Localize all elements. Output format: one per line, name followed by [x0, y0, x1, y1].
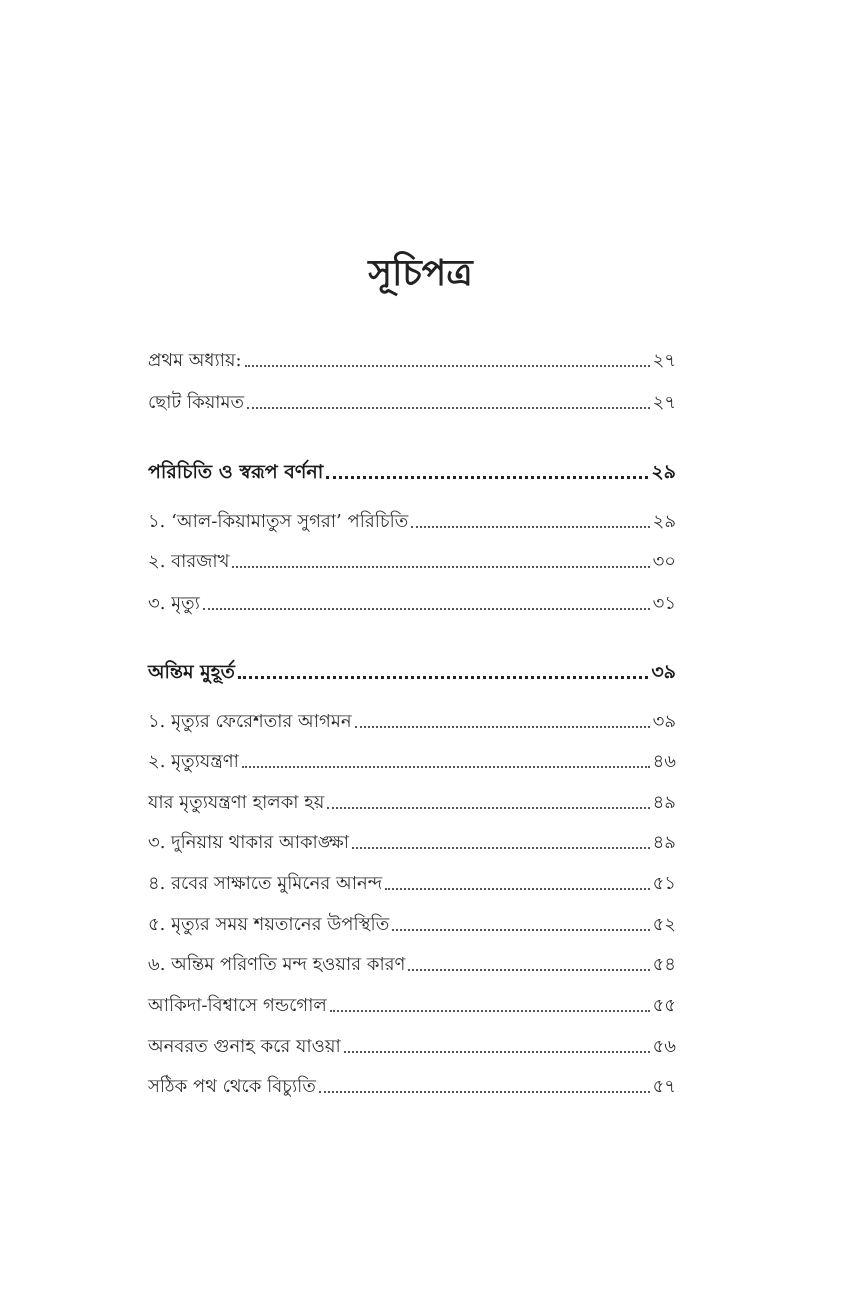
toc-entry-page: ৫৪: [652, 954, 676, 975]
dot-leader: [344, 1051, 650, 1053]
dot-leader: [238, 676, 648, 679]
toc-entry-page: ৩৯: [652, 711, 676, 732]
toc-entry: [148, 1030, 676, 1060]
toc-entry-page: ৫৬: [652, 1036, 676, 1057]
dot-leader: [408, 969, 649, 971]
toc-entry: [148, 545, 676, 575]
toc-entry-page: ৪৬: [652, 751, 676, 772]
page-title: সূচিপত্র: [368, 252, 473, 294]
toc-entry-label: অনবরত গুনাহ করে যাওয়া: [148, 1036, 341, 1057]
toc-entry: [148, 386, 676, 416]
toc-entry-page: ২৯: [652, 511, 676, 532]
dot-leader: [330, 1010, 650, 1012]
toc-entry-label: যার মৃত্যুযন্ত্রণা হালকা হয়: [148, 792, 325, 813]
dot-leader: [392, 929, 649, 931]
toc-entry: [148, 786, 676, 816]
toc-entry: [148, 867, 676, 897]
dot-leader: [327, 807, 649, 809]
toc-entry-page: ৫২: [652, 914, 676, 935]
toc-entry-label: আকিদা-বিশ্বাসে গন্ডগোল: [148, 995, 327, 1016]
toc-entry: [148, 705, 676, 735]
dot-leader: [232, 566, 649, 568]
toc-entry-page: ৫৫: [652, 995, 676, 1016]
dot-leader: [203, 608, 650, 610]
dot-leader: [385, 888, 649, 890]
dot-leader: [247, 407, 650, 409]
toc-entry-label: অন্তিম মুহূর্ত: [148, 661, 235, 683]
toc-entry: [148, 745, 676, 775]
dot-leader: [242, 766, 650, 768]
toc-entry: [148, 587, 676, 617]
toc-entry-label: ৩. মৃত্যু: [148, 593, 200, 614]
toc-entry: [148, 1070, 676, 1100]
toc-entry-page: ২৯: [651, 461, 676, 483]
toc-entry-label: ২. মৃত্যুযন্ত্রণা: [148, 751, 239, 772]
dot-leader: [319, 1091, 650, 1093]
toc-section-heading: [148, 655, 676, 685]
toc-entry: [148, 344, 676, 374]
toc-entry-label: ৬. অন্তিম পরিণতি মন্দ হওয়ার কারণ: [148, 954, 406, 975]
toc-entry-label: ২. বারজাখ: [148, 551, 230, 572]
dot-leader: [411, 526, 649, 528]
toc-entry-page: ৩৯: [651, 661, 676, 683]
dot-leader: [352, 847, 650, 849]
toc-section-heading: [148, 455, 676, 485]
toc-entry-label: সঠিক পথ থেকে বিচ্যুতি: [148, 1076, 316, 1097]
toc-entry-page: ৩১: [652, 593, 676, 614]
toc-entry-label: পরিচিতি ও স্বরূপ বর্ণনা: [148, 461, 324, 483]
dot-leader: [355, 726, 650, 728]
toc-entry: [148, 989, 676, 1019]
toc-entry-page: ৫৭: [652, 1076, 676, 1097]
toc-entry-label: ছোট কিয়ামত: [148, 392, 245, 413]
toc-entry-label: ৫. মৃত্যুর সময় শয়তানের উপস্থিতি: [148, 914, 390, 935]
toc-entry-label: ৪. রবের সাক্ষাতে মুমিনের আনন্দ: [148, 873, 383, 894]
toc-entry-label: ১. মৃত্যুর ফেরেশতার আগমন: [148, 711, 352, 732]
toc-entry-page: ৪৯: [652, 792, 676, 813]
toc-entry: [148, 948, 676, 978]
toc-entry-label: ১. ‘আল-কিয়ামাতুস সুগরা’ পরিচিতি: [148, 511, 409, 532]
toc-entry-page: ২৭: [652, 350, 676, 371]
toc-entry: [148, 908, 676, 938]
toc-entry-page: ৫১: [652, 873, 676, 894]
toc-entry-page: ৪৯: [652, 832, 676, 853]
toc-entry-page: ২৭: [652, 392, 676, 413]
dot-leader: [326, 476, 648, 479]
toc-entry-label: ৩. দুনিয়ায় থাকার আকাঙ্ক্ষা: [148, 832, 350, 853]
toc-entry: [148, 826, 676, 856]
toc-entry-page: ৩০: [652, 551, 676, 572]
toc-entry: [148, 505, 676, 535]
toc-entry-label: প্রথম অধ্যায়:: [148, 350, 242, 371]
dot-leader: [245, 365, 650, 367]
